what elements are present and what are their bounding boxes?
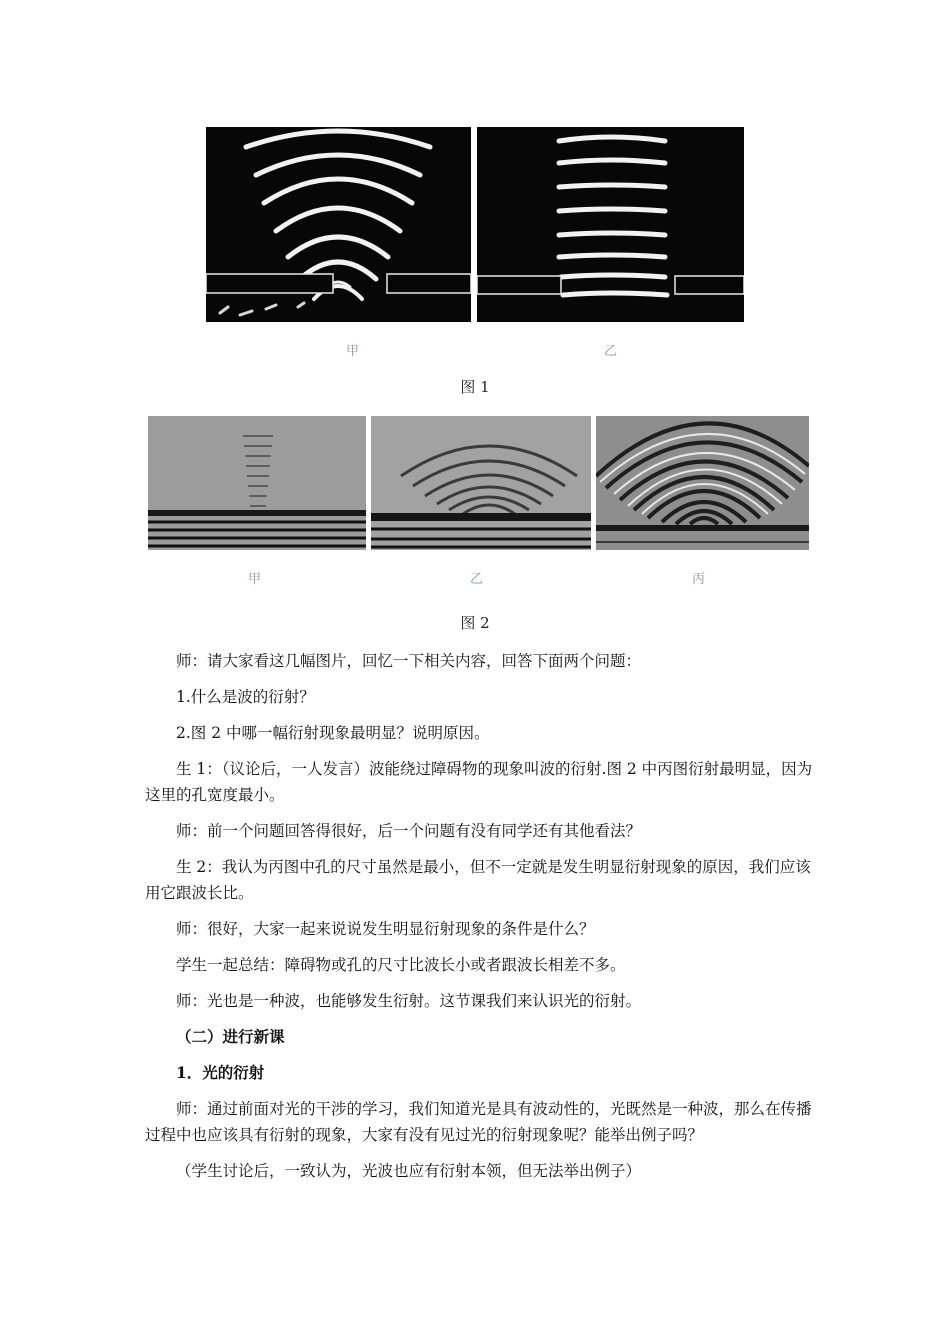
paragraph: （学生讨论后，一致认为，光波也应有衍射本领，但无法举出例子） bbox=[176, 1162, 642, 1180]
paragraph: 师：光也是一种波，也能够发生衍射。这节课我们来认识光的衍射。 bbox=[176, 992, 642, 1010]
figure1-panel-jia bbox=[206, 127, 471, 322]
figure2-label-yi: 乙 bbox=[470, 572, 484, 587]
body-text bbox=[145, 648, 815, 1184]
paragraph: 生 2：我认为丙图中孔的尺寸虽然是最小，但不一定就是发生明显衍射现象的原因，我们应该用它跟波长比。 bbox=[145, 858, 811, 902]
figure2-panel-jia bbox=[148, 416, 366, 550]
paragraph: 生 1：（议论后，一人发言）波能绕过障碍物的现象叫波的衍射.图 2 中丙图衍射最明显，因为这里的孔宽度最小。 bbox=[145, 760, 813, 804]
section-heading: （二）进行新课 bbox=[176, 1027, 285, 1046]
paragraph: 1.什么是波的衍射？ bbox=[176, 688, 315, 706]
paragraph: 2.图 2 中哪一幅衍射现象最明显？说明原因。 bbox=[176, 724, 490, 742]
figure2-label-jia: 甲 bbox=[248, 572, 262, 587]
figure1-label-jia: 甲 bbox=[346, 344, 360, 359]
figure2-caption: 图 2 bbox=[460, 614, 490, 632]
figure1-label-yi: 乙 bbox=[604, 344, 618, 359]
paragraph: 学生一起总结：障碍物或孔的尺寸比波长小或者跟波长相差不多。 bbox=[176, 956, 626, 974]
paragraph: 师：很好，大家一起来说说发生明显衍射现象的条件是什么？ bbox=[176, 920, 595, 938]
figure1-caption: 图 1 bbox=[460, 378, 490, 396]
paragraph: 师：通过前面对光的干涉的学习，我们知道光是具有波动性的，光既然是一种波，那么在传播过程中也应该具有衍射的现象，大家有没有见过光的衍射现象呢？能举出例子吗？ bbox=[145, 1100, 812, 1144]
subsection-heading: 1．光的衍射 bbox=[176, 1063, 265, 1082]
figure2-label-bing: 丙 bbox=[692, 572, 706, 587]
paragraph: 师：请大家看这几幅图片，回忆一下相关内容，回答下面两个问题： bbox=[176, 652, 642, 670]
figure2-panel-yi bbox=[371, 416, 591, 550]
paragraph: 师：前一个问题回答得很好，后一个问题有没有同学还有其他看法？ bbox=[176, 822, 642, 840]
figure1-panel-yi bbox=[477, 127, 744, 322]
figure2-panel-bing bbox=[596, 416, 809, 550]
